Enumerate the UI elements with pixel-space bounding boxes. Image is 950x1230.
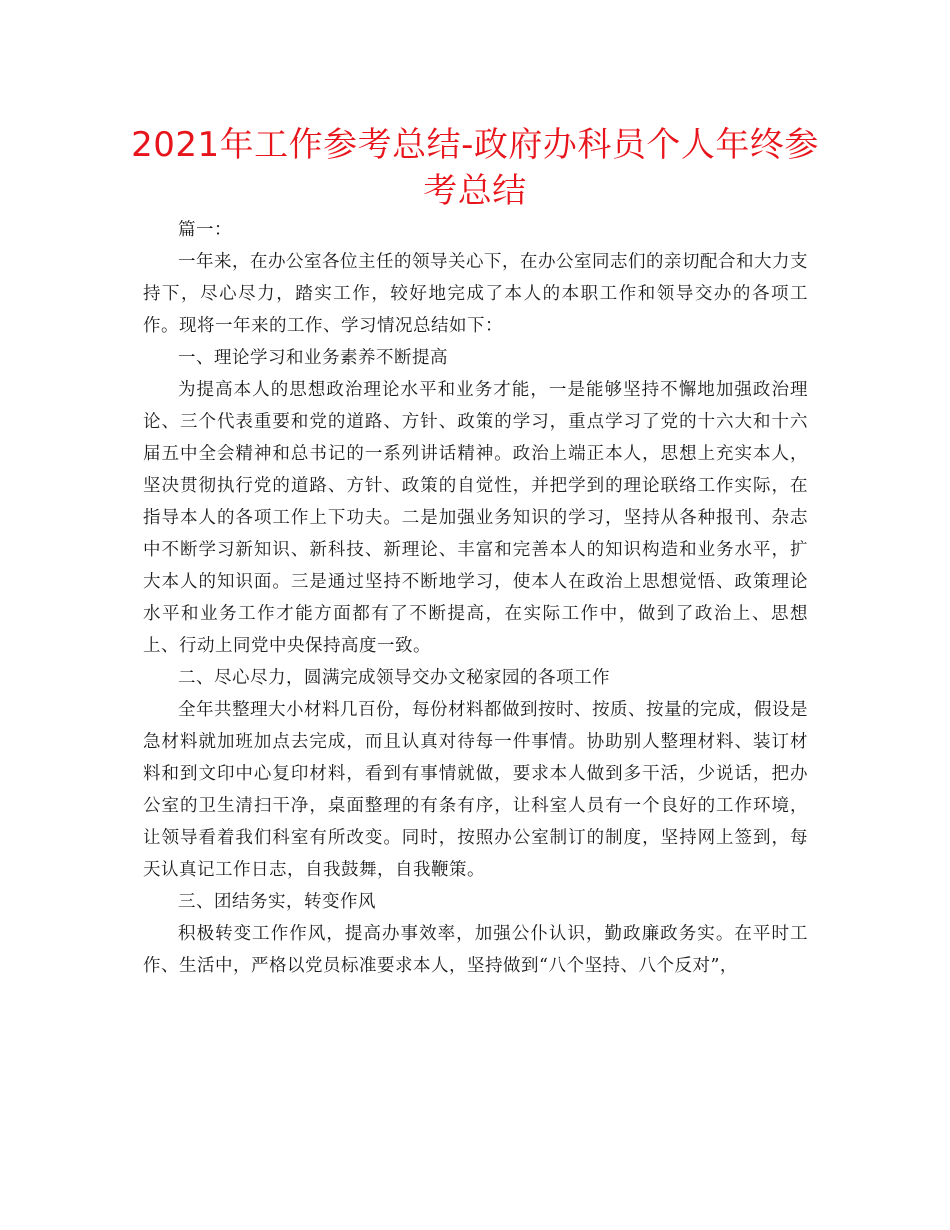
- section-heading: 三、团结务实，转变作风: [178, 892, 376, 912]
- document-body: [143, 214, 808, 982]
- section-heading: 一、理论学习和业务素养不断提高: [178, 348, 448, 368]
- body-paragraph: 全年共整理大小材料几百份，每份材料都做到按时、按质、按量的完成，假设是急材料就加班加点去完成，而且认真对待每一件事情。协助别人整理材料、装订材料和到文印中心复印材料，看到有事情就做，要求本人做到多干活，少说话，把办公室的卫生清扫干净，桌面整理的有条有序，让科室人员有一个良好的工作环境，让领导看着我们科室有所改变。同时，按照办公室制订的制度，坚持网上签到，每天认真记工作日志，自我鼓舞，自我鞭策。: [143, 700, 808, 880]
- document-title: 2021年工作参考总结-政府办科员个人年终参考总结: [131, 125, 819, 211]
- body-paragraph: 一年来，在办公室各位主任的领导关心下，在办公室同志们的亲切配合和大力支持下，尽心尽力，踏实工作，较好地完成了本人的本职工作和领导交办的各项工作。现将一年来的工作、学习情况总结如下：: [143, 252, 808, 336]
- body-paragraph: 积极转变工作作风，提高办事效率，加强公仆认识，勤政廉政务实。在平时工作、生活中，严格以党员标准要求本人，坚持做到“八个坚持、八个反对”，: [143, 924, 808, 976]
- body-paragraph: 为提高本人的思想政治理论水平和业务才能，一是能够坚持不懈地加强政治理论、三个代表重要和党的道路、方针、政策的学习，重点学习了党的十六大和十六届五中全会精神和总书记的一系列讲话精神。政治上端正本人，思想上充实本人，坚决贯彻执行党的道路、方针、政策的自觉性，并把学到的理论联络工作实际，在指导本人的各项工作上下功夫。二是加强业务知识的学习，坚持从各种报刊、杂志中不断学习新知识、新科技、新理论、丰富和完善本人的知识构造和业务水平，扩大本人的知识面。三是通过坚持不断地学习，使本人在政治上思想觉悟、政策理论水平和业务工作才能方面都有了不断提高，在实际工作中，做到了政治上、思想上、行动上同党中央保持高度一致。: [143, 380, 808, 656]
- section-heading: 二、尽心尽力，圆满完成领导交办文秘家园的各项工作: [178, 668, 610, 688]
- section-label: 篇一：: [178, 220, 232, 240]
